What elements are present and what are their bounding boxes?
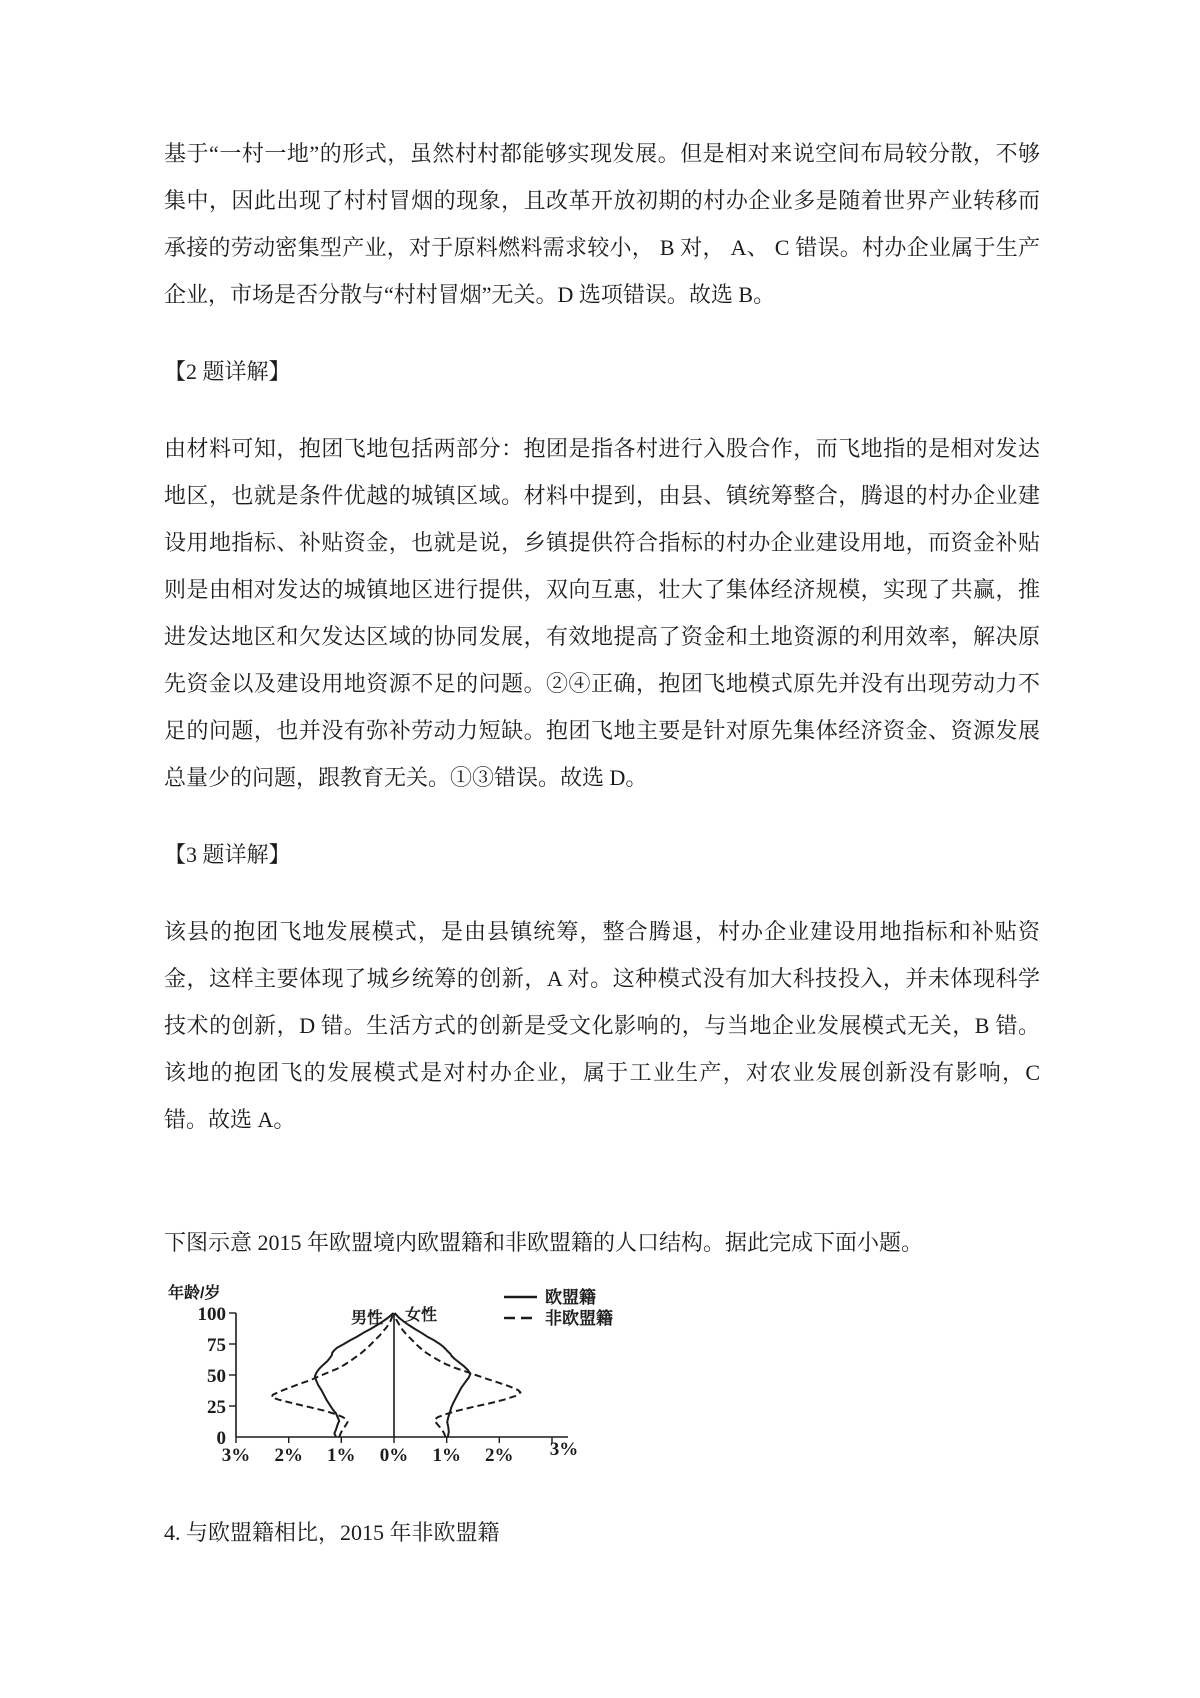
y-axis-label: 年龄/岁 [168, 1285, 221, 1302]
y-tick-25: 25 [207, 1397, 226, 1418]
chart-legend [504, 1287, 613, 1328]
curve-eu-female [395, 1313, 471, 1437]
y-tick-100: 100 [197, 1304, 226, 1325]
question-4: 4. 与欧盟籍相比，2015 年非欧盟籍 [164, 1520, 500, 1545]
detail-heading-q3: 【3 题详解】 [164, 842, 291, 867]
y-axis-tick-labels [198, 1304, 227, 1449]
curve-non-eu-male [272, 1313, 394, 1437]
legend-label-eu: 欧盟籍 [545, 1288, 596, 1307]
x-axis-tick-labels [222, 1439, 579, 1466]
x-tick-zero: 0% [379, 1445, 409, 1466]
answer-paragraph-q2: 由材料可知，抱团飞地包括两部分：抱团是指各村进行入股合作，而飞地指的是相对发达地区，也就是条件优越的城镇区域。材料中提到，由县、镇统筹整合，腾退的村办企业建设用地指标、补贴资金，也就是说，乡镇提供符合指标的村办企业建设用地，而资金补贴则是由相对发达的城镇地区进行提供，双向互惠，壮大了集体经济规模，实现了共赢，推进发达地区和欠发达区域的协同发展，有效地提高了资金和土地资源的利用效率，解决原先资金以及建设用地资源不足的问题。②④正确，抱团飞地模式原先并没有出现劳动力不足的问题，也并没有弥补劳动力短缺。抱团飞地主要是针对原先集体经济资金、资源发展总量少的问题，跟教育无关。①③错误。故选 D。 [164, 436, 1040, 790]
answer-paragraph-q1: 基于“一村一地”的形式，虽然村村都能够实现发展。但是相对来说空间布局较分散，不够集中，因此出现了村村冒烟的现象，且改革开放初期的村办企业多是随着世界产业转移而承接的劳动密集型产业，对于原料燃料需求较小， B 对， A、 C 错误。村办企业属于生产企业，市场是否分散与“村村冒烟”无关。D 选项错误。故选 B。 [164, 141, 1040, 307]
population-pyramid-chart [164, 1278, 634, 1478]
y-tick-75: 75 [207, 1335, 226, 1356]
detail-heading-q2: 【2 题详解】 [164, 359, 291, 384]
question-intro: 下图示意 2015 年欧盟境内欧盟籍和非欧盟籍的人口结构。据此完成下面小题。 [164, 1230, 924, 1255]
answer-paragraph-q3: 该县的抱团飞地发展模式，是由县镇统筹，整合腾退，村办企业建设用地指标和补贴资金，这样主要体现了城乡统筹的创新，A 对。这种模式没有加大科技投入，并未体现科学技术的创新，D 错。生活方式的创新是受文化影响的，与当地企业发展模式无关，B 错。该地的抱团飞的发展模式是对村办企业，属于工业生产，对农业发展创新没有影响，C 错。故选 A。 [164, 919, 1040, 1132]
y-tick-0: 0 [216, 1428, 226, 1449]
legend-label-non-eu: 非欧盟籍 [545, 1309, 613, 1328]
x-tick-left-3: 3% [221, 1445, 251, 1466]
x-tick-right-3: 3% [549, 1439, 579, 1460]
y-tick-50: 50 [207, 1366, 226, 1387]
y-axis-ticks [229, 1313, 236, 1406]
curve-eu-male [315, 1313, 394, 1437]
x-tick-right-2: 2% [485, 1445, 514, 1466]
chart-container [164, 1278, 1040, 1483]
x-tick-right-1: 1% [432, 1445, 461, 1466]
male-label: 男性 [350, 1310, 383, 1327]
pyramid-curves [272, 1313, 521, 1437]
x-tick-left-2: 2% [274, 1445, 303, 1466]
curve-non-eu-female [395, 1313, 521, 1437]
x-tick-left-1: 1% [327, 1445, 356, 1466]
x-axis-ticks [236, 1437, 552, 1443]
female-label: 女性 [405, 1307, 438, 1324]
